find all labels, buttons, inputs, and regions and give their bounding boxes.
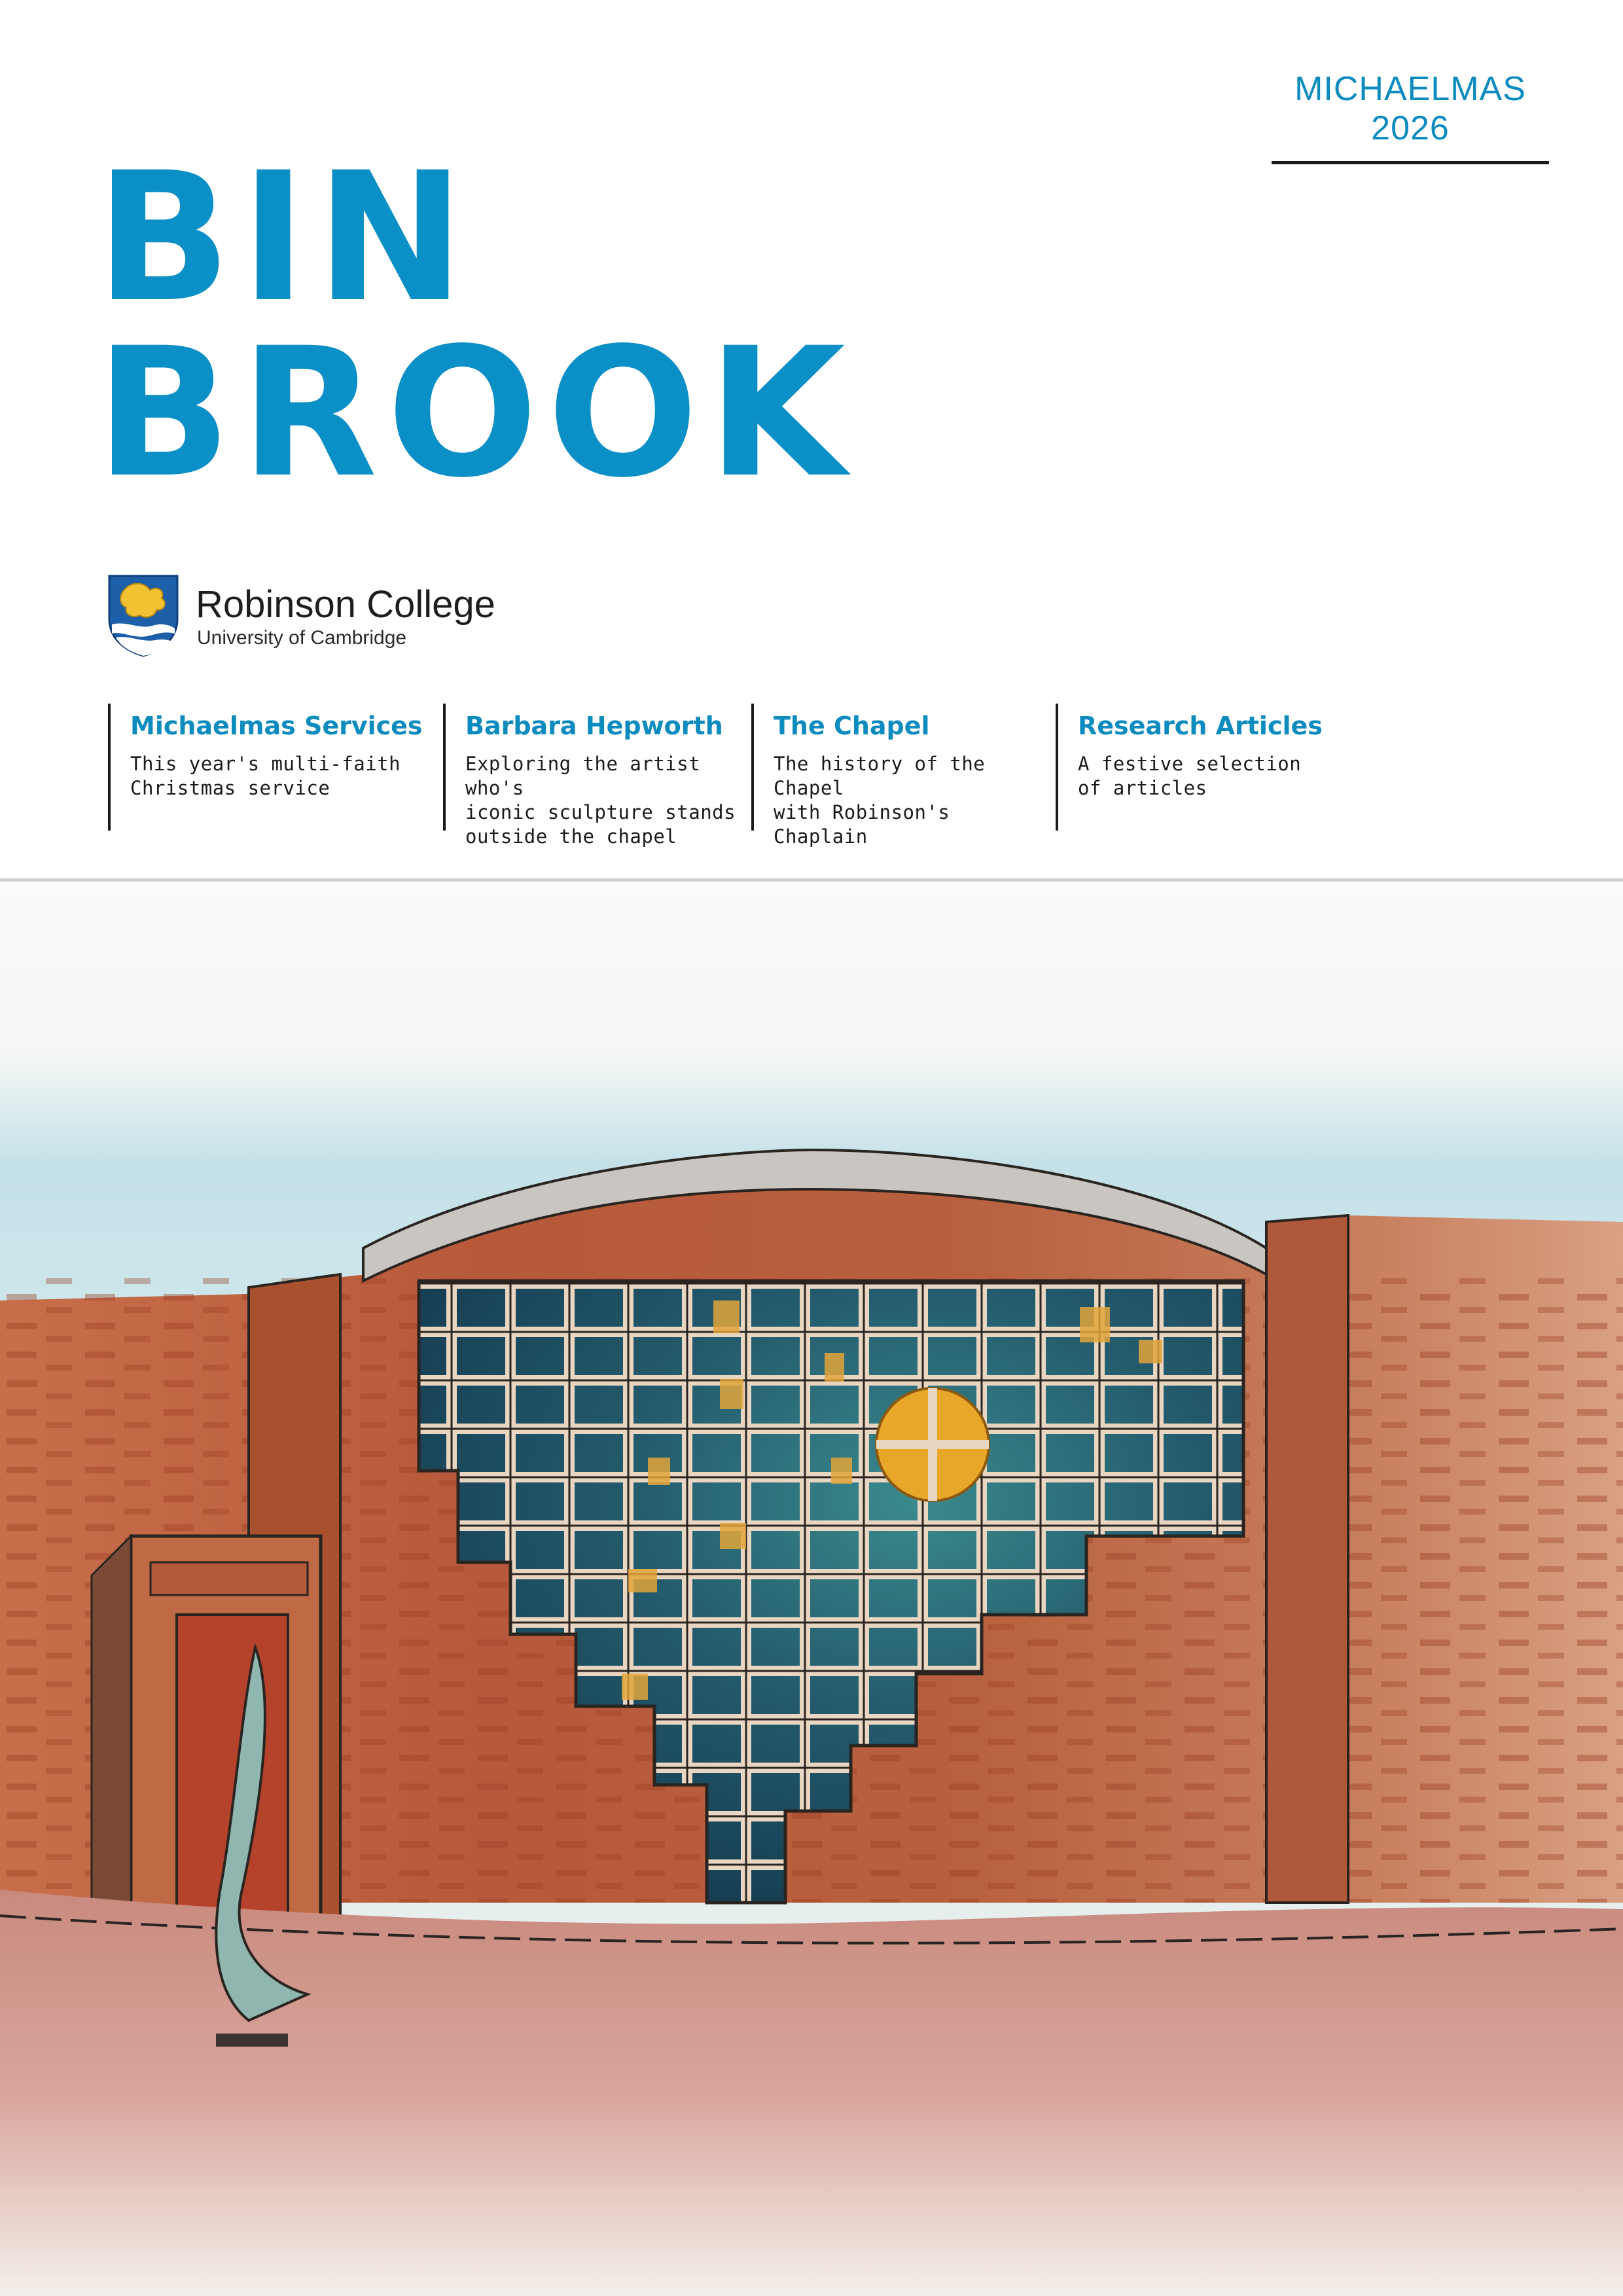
feature-barbara-hepworth[interactable] bbox=[443, 704, 751, 848]
feature-description: The history of the Chapel with Robinson's Chaplain bbox=[774, 753, 986, 848]
feature-strip bbox=[0, 704, 1623, 848]
masthead-line-1: BIN bbox=[96, 135, 474, 342]
college-logo bbox=[107, 571, 512, 662]
feature-title: Research Articles bbox=[1078, 711, 1323, 740]
feature-title: The Chapel bbox=[774, 711, 930, 740]
issue-term: MICHAELMAS 2026 bbox=[1272, 69, 1549, 164]
feature-research-articles[interactable] bbox=[1056, 704, 1383, 831]
feature-michaelmas-services[interactable] bbox=[108, 704, 423, 831]
feature-title: Barbara Hepworth bbox=[465, 711, 723, 740]
chapel-watercolour-illustration bbox=[0, 882, 1623, 2296]
feature-description: Exploring the artist who's iconic sculpture stands outside the chapel bbox=[465, 753, 736, 848]
feature-description: This year's multi-faith Christmas service bbox=[130, 753, 401, 799]
college-crest-icon bbox=[107, 573, 180, 657]
college-subtitle: University of Cambridge bbox=[197, 627, 407, 649]
masthead-line-2: BROOK bbox=[96, 310, 855, 517]
masthead-title bbox=[96, 135, 855, 517]
college-name: Robinson College bbox=[196, 583, 495, 626]
feature-the-chapel[interactable] bbox=[751, 704, 1052, 848]
feature-description: A festive selection of articles bbox=[1078, 753, 1302, 799]
feature-title: Michaelmas Services bbox=[130, 711, 423, 740]
